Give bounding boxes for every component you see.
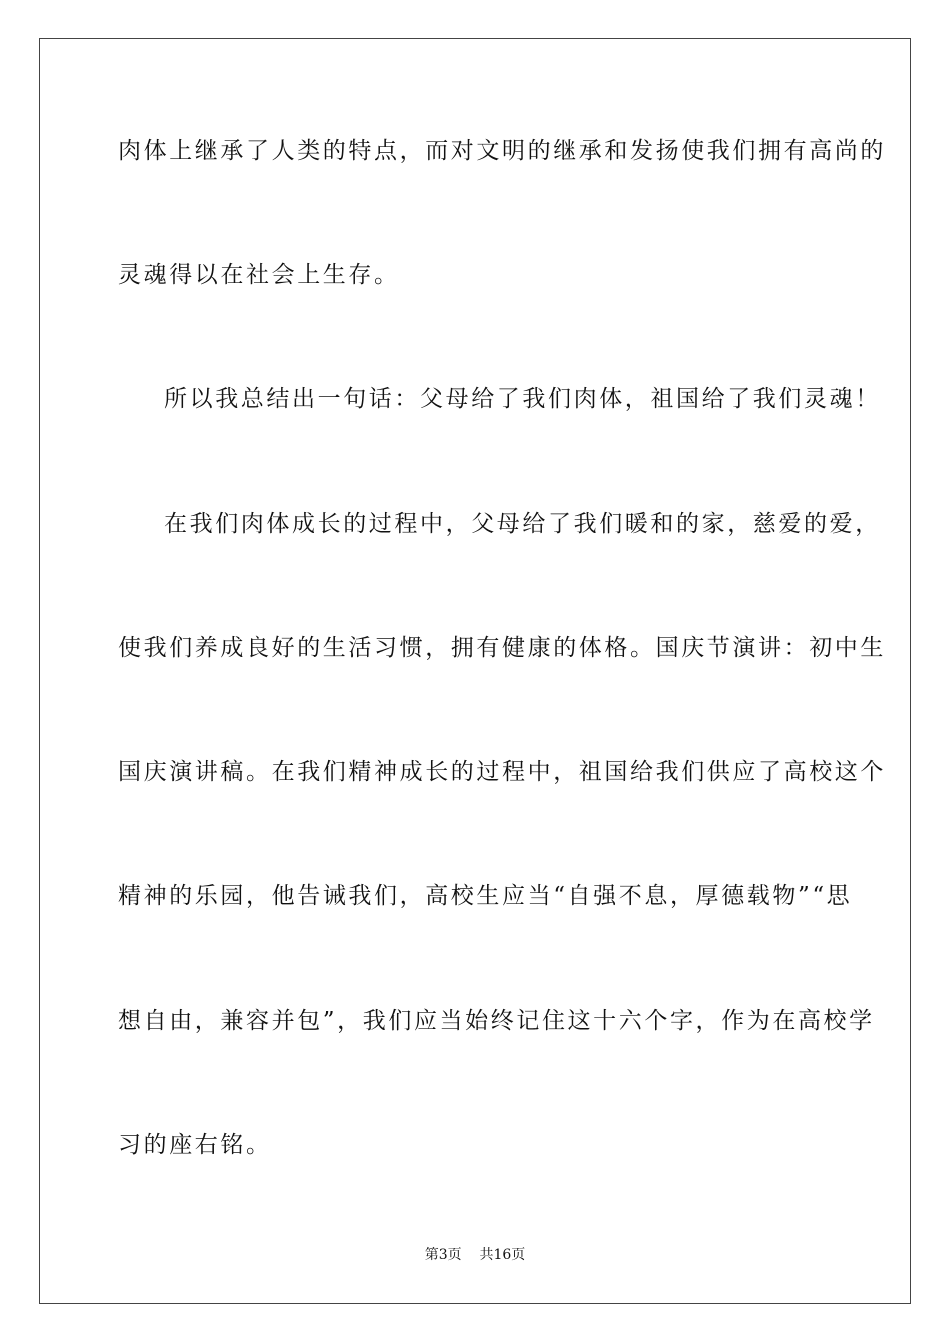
paragraph-line: 在我们肉体成长的过程中，父母给了我们暖和的家，慈爱的爱， <box>164 511 881 537</box>
paragraph-line: 精神的乐园，他告诫我们，高校生应当“自强不息，厚德载物”“思 <box>118 883 853 909</box>
paragraph-line: 国庆演讲稿。在我们精神成长的过程中，祖国给我们供应了高校这个 <box>118 759 886 785</box>
paragraph-line: 习的座右铭。 <box>118 1132 272 1158</box>
paragraph-line: 灵魂得以在社会上生存。 <box>118 262 400 288</box>
paragraph-line: 想自由，兼容并包”，我们应当始终记住这十六个字，作为在高校学 <box>118 1008 875 1034</box>
page-frame <box>39 38 911 1304</box>
paragraph-line: 肉体上继承了人类的特点，而对文明的继承和发扬使我们拥有高尚的 <box>118 138 886 164</box>
paragraph-line: 所以我总结出一句话：父母给了我们肉体，祖国给了我们灵魂！ <box>164 386 881 412</box>
page-footer <box>0 1246 950 1264</box>
page-number: 第3页 <box>424 1247 462 1263</box>
paragraph-line: 使我们养成良好的生活习惯，拥有健康的体格。国庆节演讲：初中生 <box>118 635 886 661</box>
total-pages: 共16页 <box>479 1247 526 1263</box>
